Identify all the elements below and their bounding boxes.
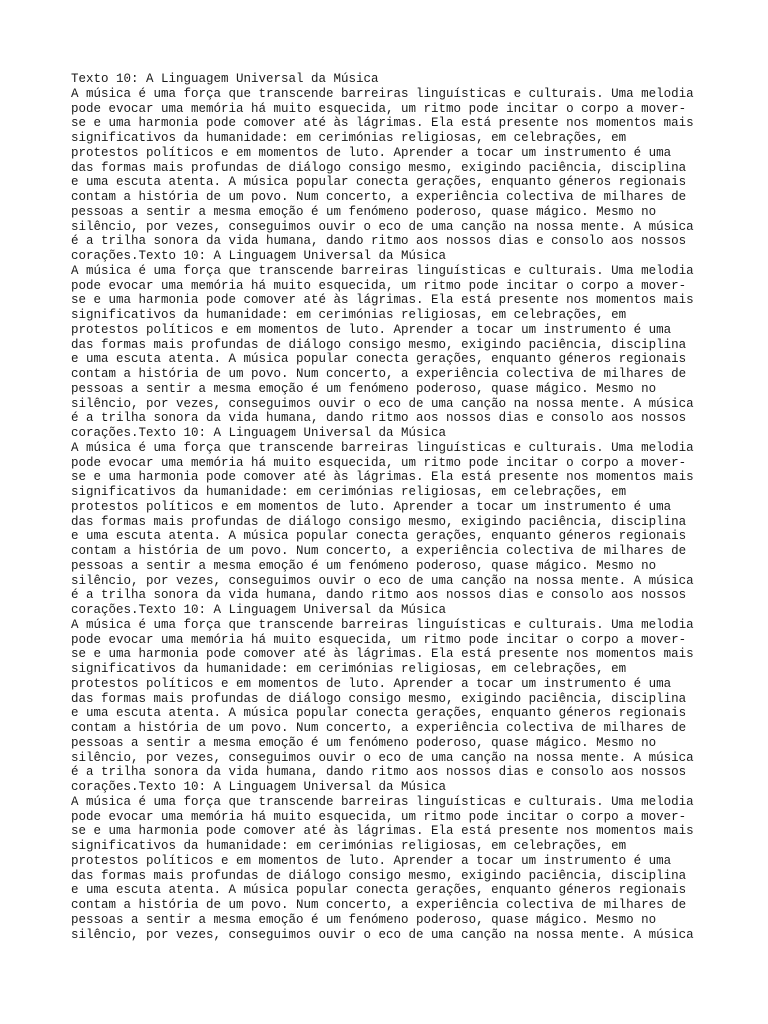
- text-line: protestos políticos e em momentos de luto. Aprender a tocar um instrumento é uma: [71, 676, 672, 691]
- text-line: corações.Texto 10: A Linguagem Universal da Música: [71, 780, 447, 794]
- text-line: significativos da humanidade: em cerimónias religiosas, em celebrações, em: [71, 485, 627, 499]
- text-line: pode evocar uma memória há muito esquecida, um ritmo pode incitar o corpo a mover-: [71, 455, 687, 470]
- text-line: A música é uma força que transcende barreiras linguísticas e culturais. Uma melodia: [71, 263, 694, 278]
- text-line: das formas mais profundas de diálogo consigo mesmo, exigindo paciência, disciplina: [71, 337, 687, 352]
- text-line: é a trilha sonora da vida humana, dando ritmo aos nossos dias e consolo aos nossos: [71, 234, 687, 249]
- text-line: pessoas a sentir a mesma emoção é um fenómeno poderoso, quase mágico. Mesmo no: [71, 912, 657, 927]
- text-line: A música é uma força que transcende barreiras linguísticas e culturais. Uma melodia: [71, 440, 694, 455]
- text-line: pode evocar uma memória há muito esquecida, um ritmo pode incitar o corpo a mover-: [71, 101, 687, 116]
- text-line: das formas mais profundas de diálogo consigo mesmo, exigindo paciência, disciplina: [71, 160, 687, 175]
- text-line: das formas mais profundas de diálogo consigo mesmo, exigindo paciência, disciplina: [71, 868, 687, 883]
- text-line: se e uma harmonia pode comover até às lágrimas. Ela está presente nos momentos mais: [71, 824, 694, 839]
- text-line: se e uma harmonia pode comover até às lágrimas. Ela está presente nos momentos mais: [71, 647, 694, 662]
- text-line: pessoas a sentir a mesma emoção é um fenómeno poderoso, quase mágico. Mesmo no: [71, 381, 657, 396]
- text-line: se e uma harmonia pode comover até às lágrimas. Ela está presente nos momentos mais: [71, 293, 694, 308]
- text-line: protestos políticos e em momentos de luto. Aprender a tocar um instrumento é uma: [71, 322, 672, 337]
- text-line: significativos da humanidade: em cerimónias religiosas, em celebrações, em: [71, 662, 627, 676]
- text-line: é a trilha sonora da vida humana, dando ritmo aos nossos dias e consolo aos nossos: [71, 765, 687, 780]
- text-line: e uma escuta atenta. A música popular conecta gerações, enquanto géneros regionais: [71, 706, 687, 721]
- text-line: é a trilha sonora da vida humana, dando ritmo aos nossos dias e consolo aos nossos: [71, 411, 687, 426]
- text-line: corações.Texto 10: A Linguagem Universal da Música: [71, 603, 447, 617]
- text-line: significativos da humanidade: em cerimónias religiosas, em celebrações, em: [71, 131, 627, 145]
- text-line: pode evocar uma memória há muito esquecida, um ritmo pode incitar o corpo a mover-: [71, 278, 687, 293]
- text-line: pode evocar uma memória há muito esquecida, um ritmo pode incitar o corpo a mover-: [71, 809, 687, 824]
- text-line: protestos políticos e em momentos de luto. Aprender a tocar um instrumento é uma: [71, 145, 672, 160]
- text-line: protestos políticos e em momentos de luto. Aprender a tocar um instrumento é uma: [71, 853, 672, 868]
- text-line: pessoas a sentir a mesma emoção é um fenómeno poderoso, quase mágico. Mesmo no: [71, 558, 657, 573]
- text-line: e uma escuta atenta. A música popular conecta gerações, enquanto géneros regionais: [71, 175, 687, 190]
- text-line: silêncio, por vezes, conseguimos ouvir o eco de uma canção na nossa mente. A música: [71, 927, 694, 942]
- text-line: silêncio, por vezes, conseguimos ouvir o eco de uma canção na nossa mente. A música: [71, 750, 694, 765]
- document-page: [71, 72, 711, 942]
- text-line: A música é uma força que transcende barreiras linguísticas e culturais. Uma melodia: [71, 86, 694, 101]
- text-line: contam a história de um povo. Num concerto, a experiência colectiva de milhares de: [71, 544, 687, 558]
- text-line: das formas mais profundas de diálogo consigo mesmo, exigindo paciência, disciplina: [71, 691, 687, 706]
- text-line: das formas mais profundas de diálogo consigo mesmo, exigindo paciência, disciplina: [71, 514, 687, 529]
- text-line: Texto 10: A Linguagem Universal da Música: [71, 72, 379, 86]
- text-line: significativos da humanidade: em cerimónias religiosas, em celebrações, em: [71, 308, 627, 322]
- text-line: se e uma harmonia pode comover até às lágrimas. Ela está presente nos momentos mais: [71, 470, 694, 485]
- text-line: pode evocar uma memória há muito esquecida, um ritmo pode incitar o corpo a mover-: [71, 632, 687, 647]
- text-line: silêncio, por vezes, conseguimos ouvir o eco de uma canção na nossa mente. A música: [71, 396, 694, 411]
- text-line: silêncio, por vezes, conseguimos ouvir o eco de uma canção na nossa mente. A música: [71, 573, 694, 588]
- text-line: contam a história de um povo. Num concerto, a experiência colectiva de milhares de: [71, 898, 687, 912]
- text-line: contam a história de um povo. Num concerto, a experiência colectiva de milhares de: [71, 190, 687, 204]
- text-line: contam a história de um povo. Num concerto, a experiência colectiva de milhares de: [71, 721, 687, 735]
- text-line: pessoas a sentir a mesma emoção é um fenómeno poderoso, quase mágico. Mesmo no: [71, 735, 657, 750]
- text-line: se e uma harmonia pode comover até às lágrimas. Ela está presente nos momentos mais: [71, 116, 694, 131]
- text-line: e uma escuta atenta. A música popular conecta gerações, enquanto géneros regionais: [71, 883, 687, 898]
- text-line: contam a história de um povo. Num concerto, a experiência colectiva de milhares de: [71, 367, 687, 381]
- text-line: corações.Texto 10: A Linguagem Universal da Música: [71, 249, 447, 263]
- text-line: A música é uma força que transcende barreiras linguísticas e culturais. Uma melodia: [71, 617, 694, 632]
- text-line: é a trilha sonora da vida humana, dando ritmo aos nossos dias e consolo aos nossos: [71, 588, 687, 603]
- text-line: silêncio, por vezes, conseguimos ouvir o eco de uma canção na nossa mente. A música: [71, 219, 694, 234]
- text-line: significativos da humanidade: em cerimónias religiosas, em celebrações, em: [71, 839, 627, 853]
- text-line: e uma escuta atenta. A música popular conecta gerações, enquanto géneros regionais: [71, 352, 687, 367]
- text-line: A música é uma força que transcende barreiras linguísticas e culturais. Uma melodia: [71, 794, 694, 809]
- text-line: corações.Texto 10: A Linguagem Universal da Música: [71, 426, 447, 440]
- text-line: e uma escuta atenta. A música popular conecta gerações, enquanto géneros regionais: [71, 529, 687, 544]
- text-line: protestos políticos e em momentos de luto. Aprender a tocar um instrumento é uma: [71, 499, 672, 514]
- text-line: pessoas a sentir a mesma emoção é um fenómeno poderoso, quase mágico. Mesmo no: [71, 204, 657, 219]
